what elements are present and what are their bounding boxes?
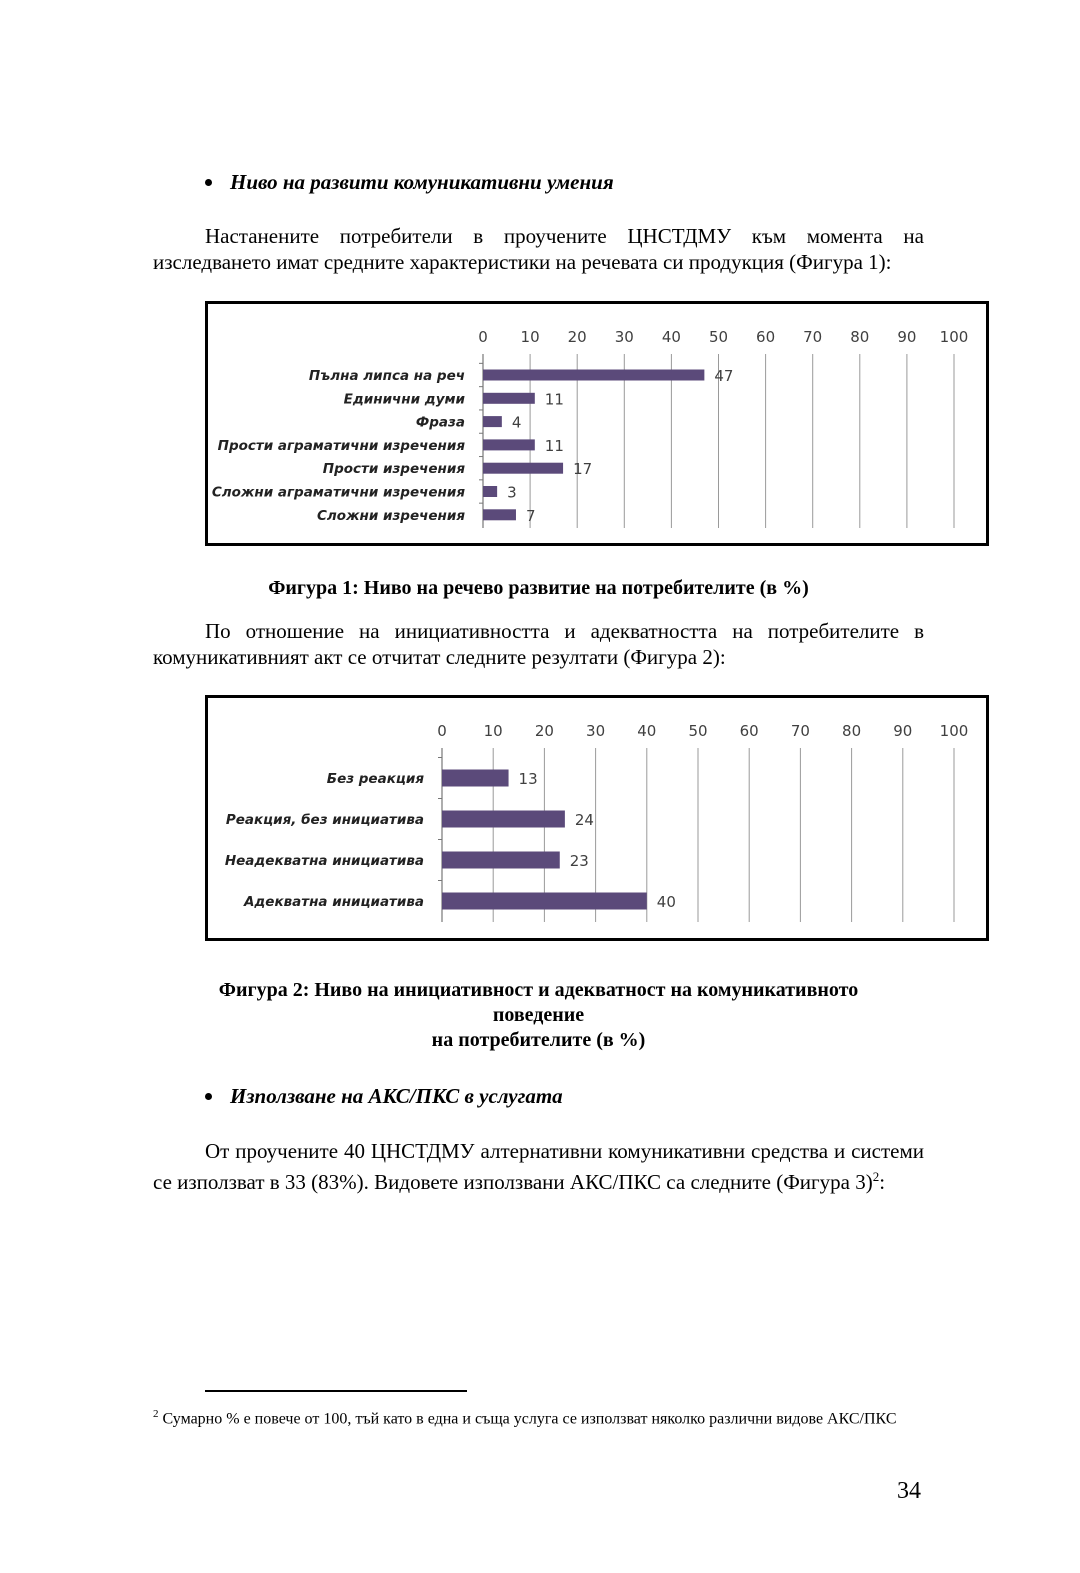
- bar: [442, 893, 647, 910]
- data-label: 11: [544, 436, 564, 455]
- category-label: Адекватна инициатива: [243, 894, 424, 910]
- tick-label: 0: [478, 328, 488, 346]
- figure-2-caption-line-3: на потребителите (в %): [431, 1029, 646, 1051]
- category-label: Единични думи: [343, 391, 465, 408]
- section-heading-text: Ниво на развити комуникативни умения: [230, 170, 614, 194]
- tick-label: 30: [614, 328, 634, 346]
- paragraph-1: Настанените потребители в проучените ЦНСТДМУ към момента на изследването имат средните характеристики на речевата си продукция (Фигура 1):: [153, 224, 924, 274]
- tick-label: 70: [803, 328, 823, 346]
- tick-label: 10: [520, 328, 540, 346]
- data-label: 40: [656, 893, 676, 911]
- tick-label: 80: [850, 328, 870, 346]
- figure-1-chart: [205, 301, 989, 546]
- bar: [483, 509, 516, 520]
- tick-label: 50: [708, 328, 729, 346]
- data-label: 24: [574, 811, 594, 829]
- footnote-reference[interactable]: 2: [872, 1169, 880, 1184]
- footnote-divider: [205, 1390, 467, 1392]
- category-label: Прости аграматични изречения: [217, 437, 465, 454]
- bar: [483, 416, 502, 427]
- bar: [483, 393, 535, 404]
- tick-label: 100: [939, 722, 969, 740]
- tick-label: 0: [437, 722, 447, 740]
- bar: [442, 852, 560, 869]
- category-label: Сложни изречения: [317, 507, 465, 524]
- data-label: 13: [518, 770, 538, 788]
- section-heading-aac: [205, 1084, 563, 1109]
- data-label: 11: [544, 390, 564, 409]
- figure-2-caption-line-2: поведение: [492, 1004, 585, 1026]
- figure-2-svg: [208, 698, 986, 938]
- category-label: Реакция, без инициативa: [225, 812, 424, 828]
- figure-1-svg: [208, 304, 986, 543]
- tick-label: 70: [790, 722, 810, 740]
- data-label: 23: [569, 852, 589, 870]
- footnote-marker: 2: [153, 1408, 159, 1420]
- footnote-text: Сумарно % е повече от 100, тъй като в една и съща услуга се използват няколко различни видове АКС/ПКС: [162, 1410, 897, 1428]
- tick-label: 10: [483, 722, 503, 740]
- data-label: 3: [507, 483, 517, 502]
- tick-label: 100: [939, 328, 969, 346]
- figure-2-caption-line-1: Фигура 2: Ниво на инициативност и адекватност на комуникативното: [218, 979, 859, 1001]
- category-label: Без реакция: [326, 771, 424, 787]
- figure-2-chart: [205, 695, 989, 941]
- data-label: 4: [511, 413, 522, 432]
- bar: [483, 439, 535, 450]
- paragraph-3-text: От проучените 40 ЦНСТДМУ алтернативни комуникативни средства и системи се използват в 33 (83%). Видовете използвани АКС/ПКС са следните (Фигура 3): [153, 1139, 924, 1194]
- tick-label: 20: [534, 722, 554, 740]
- figure-1-caption: Фигура 1: Ниво на речево развитие на потребителите (в %): [268, 577, 809, 599]
- page-number: 34: [897, 1478, 921, 1504]
- tick-label: 80: [842, 722, 862, 740]
- tick-label: 40: [661, 328, 681, 346]
- tick-label: 50: [688, 722, 708, 740]
- bullet-icon: [205, 179, 212, 186]
- paragraph-3-end: :: [879, 1170, 886, 1194]
- category-label: Сложни аграматични изречения: [211, 484, 465, 501]
- bar: [442, 811, 565, 828]
- paragraph-3: [153, 1138, 924, 1195]
- tick-label: 60: [739, 722, 759, 740]
- paragraph-2: По отношение на инициативността и адекватността на потребителите в комуникативният акт се отчитат следните резултати (Фигура 2):: [153, 619, 924, 669]
- bullet-icon: [205, 1093, 212, 1100]
- figure-2-caption: [153, 978, 924, 1053]
- bar: [483, 463, 563, 474]
- tick-label: 60: [756, 328, 776, 346]
- tick-label: 40: [637, 722, 657, 740]
- bar: [442, 770, 509, 787]
- data-label: 7: [525, 506, 536, 525]
- data-label: 17: [573, 460, 593, 479]
- category-label: Пълна липса на реч: [308, 368, 465, 384]
- tick-label: 30: [586, 722, 606, 740]
- category-label: Прости изречения: [322, 461, 465, 478]
- section-heading-text: Използване на АКС/ПКС в услугата: [230, 1084, 563, 1108]
- footnote: [153, 1404, 924, 1429]
- bar: [483, 370, 704, 381]
- bar: [483, 486, 497, 497]
- tick-label: 90: [893, 722, 913, 740]
- tick-label: 20: [567, 328, 587, 346]
- data-label: 47: [714, 367, 734, 385]
- section-heading-communication-skills: [205, 170, 614, 195]
- tick-label: 90: [897, 328, 917, 346]
- category-label: Фраза: [415, 414, 465, 431]
- category-label: Неадекватна инициатива: [224, 853, 424, 869]
